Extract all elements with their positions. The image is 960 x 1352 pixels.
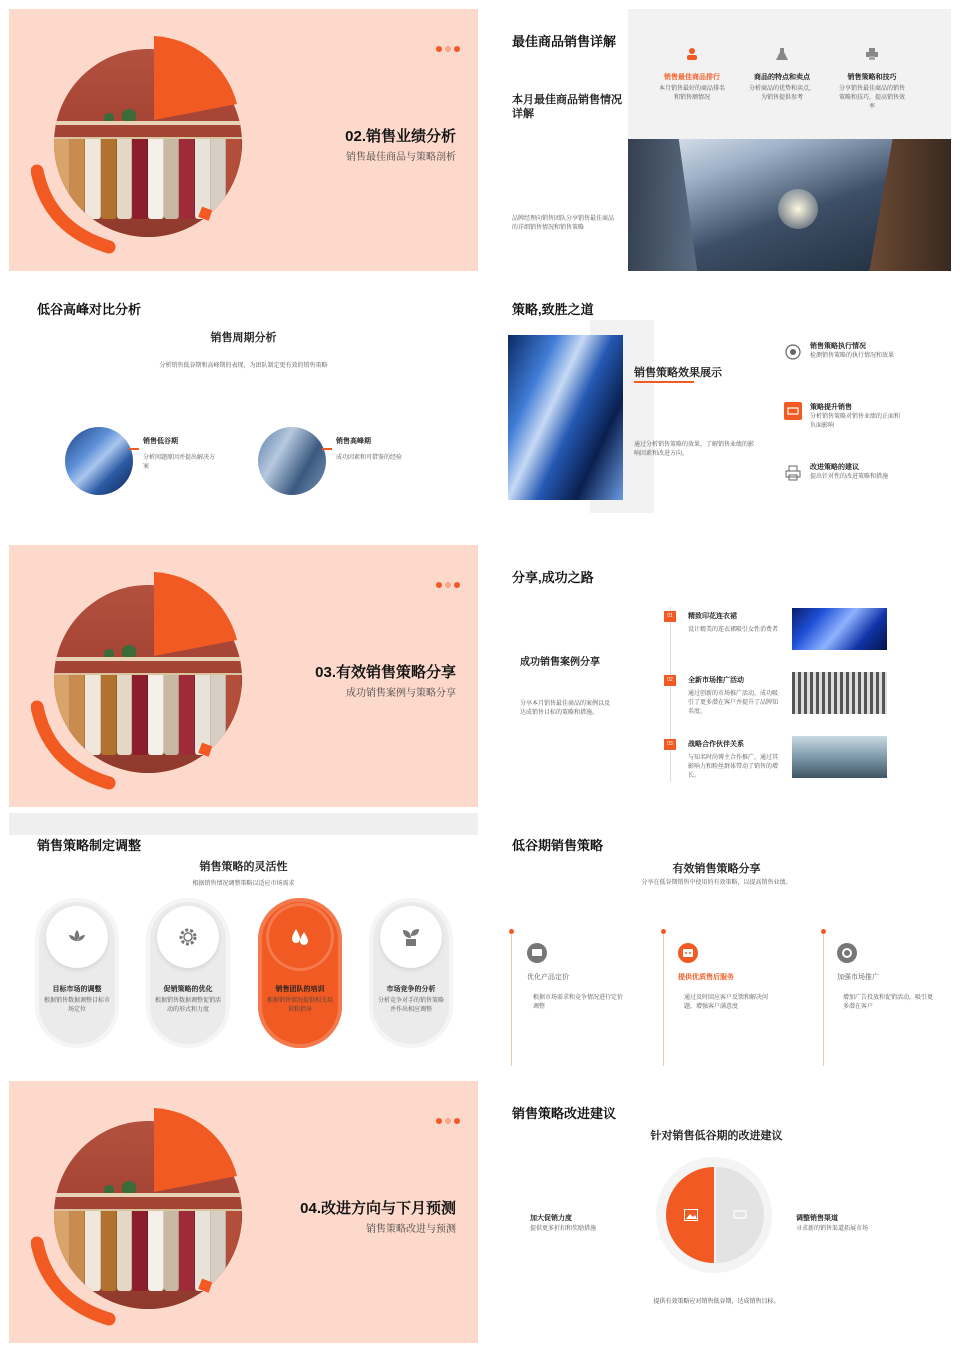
item-label: 销售高峰期 — [336, 438, 371, 445]
number-badge: 02 — [664, 675, 676, 686]
section-title: 02.销售业绩分析 — [345, 128, 456, 145]
item-desc: 检测销售策略的执行情况和效果 — [810, 353, 895, 359]
slide-body: 分享本月销售最佳商品的案例以及达成销售目标的策略和措施。 — [520, 701, 611, 716]
lotus-icon — [67, 927, 87, 947]
peak-accent-line — [322, 448, 332, 450]
slide-strategy-adjust — [9, 813, 478, 1075]
section-subtitle: 成功销售案例与策略分享 — [346, 688, 456, 699]
card-3 — [369, 898, 453, 1048]
plant-icon — [400, 926, 422, 948]
feature-label: 销售最佳商品排行 — [664, 74, 720, 81]
item-desc: 通过创新的市场推广活动，成功吸引了更多潜在客户并提升了品牌知名度。 — [688, 691, 779, 715]
column-line-0 — [511, 931, 512, 1066]
column-dot-1 — [661, 929, 666, 934]
section-subtitle: 销售策略改进与预测 — [366, 1224, 456, 1235]
slide-improvement — [482, 1081, 951, 1343]
slide-title: 分享,成功之路 — [512, 570, 594, 585]
slide-valley-strategy — [482, 813, 951, 1075]
number-badge: 01 — [664, 611, 676, 622]
flask-icon — [775, 47, 789, 61]
feature-item-0 — [658, 47, 726, 103]
item-label: 销售低谷期 — [143, 438, 178, 445]
item-label: 精致印花连衣裙 — [688, 613, 737, 620]
feature-desc: 分析商品的优势和卖点，为销售提供参考 — [748, 86, 815, 101]
slide-best-product — [482, 9, 951, 271]
card-desc: 根据销售情况提供相关培训和指导 — [266, 998, 333, 1013]
item-label: 全新市场推广活动 — [688, 677, 744, 684]
slide-heading: 针对销售低谷期的改进建议 — [650, 1130, 783, 1142]
card-0 — [35, 898, 119, 1048]
column-2 — [837, 943, 937, 1012]
item-desc: 与知名时尚博主合作推广，通过其影响力和粉丝群体带动了销售的增长。 — [688, 755, 779, 779]
column-dot-2 — [821, 929, 826, 934]
valley-accent-line — [129, 448, 139, 450]
decor-dots — [433, 39, 460, 57]
item-desc: 分析问题原因并提出解决方案 — [143, 455, 216, 470]
left-desc: 提供更多折扣和奖励措施 — [530, 1226, 597, 1232]
section-title: 03.有效销售策略分享 — [315, 664, 456, 681]
slide-heading: 销售策略效果展示 — [634, 367, 722, 379]
right-desc: 寻求新的销售渠道拓展市场 — [796, 1226, 869, 1232]
slide-title: 销售策略改进建议 — [512, 1106, 617, 1121]
feature-item-1 — [748, 47, 816, 103]
skyscraper-photo — [628, 139, 951, 271]
image-icon — [684, 1209, 698, 1221]
col-desc: 根据市场需求和竞争情况进行定价调整 — [533, 995, 624, 1010]
column-0 — [527, 943, 627, 1012]
printer-icon — [784, 464, 802, 482]
col-desc: 增加广告投放和促销活动，吸引更多潜在客户 — [843, 995, 934, 1010]
col-label: 加强市场推广 — [837, 974, 879, 981]
slide-section-03 — [9, 545, 478, 807]
small-tag-decor — [197, 205, 217, 225]
slide-heading: 销售策略的灵活性 — [199, 861, 288, 873]
item-desc: 分析销售策略对销售业绩的正面和负面影响 — [810, 414, 901, 429]
small-tag-decor — [197, 1277, 217, 1297]
card-desc: 分析竞争对手的销售策略并作出相应调整 — [377, 998, 444, 1013]
card-2-active — [258, 898, 342, 1048]
disc-icon — [837, 943, 857, 963]
item-desc: 设计精美的连衣裙吸引女性消费者 — [688, 627, 779, 633]
col-label: 优化产品定价 — [527, 974, 569, 981]
slide-title: 低谷高峰对比分析 — [37, 302, 142, 317]
slide-body: 分析销售低谷期和高峰期的表现，为团队制定更有效的销售策略 — [159, 363, 328, 369]
valley-photo — [65, 427, 133, 495]
pie-slice-decor — [149, 1106, 269, 1226]
slide-strategy-win — [482, 277, 951, 539]
chat-icon — [527, 943, 547, 963]
left-label: 加大促销力度 — [530, 1215, 572, 1222]
slide-heading: 销售周期分析 — [210, 332, 277, 344]
robot-icon — [678, 943, 698, 963]
column-1 — [678, 943, 778, 1012]
slide-heading: 本月最佳商品销售情况详解 — [512, 94, 622, 120]
card-desc: 根据销售数据调整目标市场定位 — [43, 998, 110, 1013]
case-photo-1 — [792, 672, 887, 714]
glass-building-photo — [508, 335, 623, 500]
slide-body: 通过分析销售策略的效果，了解销售业绩的影响因素和改进方向。 — [634, 442, 755, 457]
slide-success-road — [482, 545, 951, 807]
column-dot-0 — [509, 929, 514, 934]
slide-title: 最佳商品销售详解 — [512, 34, 617, 49]
slide-section-02 — [9, 9, 478, 271]
case-photo-2 — [792, 736, 887, 778]
card-label: 促销策略的优化 — [163, 986, 213, 993]
feature-desc: 分享销售最佳商品的销售策略和技巧，提高销售效率 — [838, 86, 905, 110]
item-label: 销售策略执行情况 — [810, 343, 866, 350]
target-icon — [784, 343, 802, 361]
pie-slice-decor — [149, 34, 269, 154]
drops-icon — [289, 926, 311, 948]
item-desc: 提出针对性的改进策略和措施 — [810, 474, 889, 480]
feature-label: 商品的特点和卖点 — [754, 74, 810, 81]
sofa-icon — [732, 1209, 748, 1221]
column-line-2 — [823, 931, 824, 1066]
icon-circle — [380, 906, 442, 968]
slide-heading: 成功销售案例分享 — [520, 657, 600, 668]
number-badge: 03 — [664, 739, 676, 750]
icon-circle — [46, 906, 108, 968]
heading-underline — [634, 381, 694, 383]
slide-title: 销售策略制定调整 — [37, 838, 142, 853]
col-label: 提供优质售后服务 — [678, 974, 734, 981]
sofa-icon — [784, 402, 802, 420]
icon-circle — [157, 906, 219, 968]
section-subtitle: 销售最佳商品与策略剖析 — [346, 152, 456, 163]
decor-dots — [433, 575, 460, 593]
top-gray-bar — [9, 813, 478, 835]
timeline-line — [670, 607, 671, 782]
icon-circle — [269, 906, 331, 968]
card-1 — [146, 898, 230, 1048]
feature-label: 销售策略和技巧 — [847, 74, 897, 81]
col-desc: 通过及时回应客户反馈和解决问题，增强客户满意度 — [684, 995, 769, 1010]
printer-icon — [865, 47, 879, 61]
slide-heading: 有效销售策略分享 — [672, 863, 761, 875]
slide-body: 品牌经理向销售团队分享销售最佳商品的详细销售情况和销售策略 — [512, 216, 615, 231]
pie-slice-decor — [149, 570, 269, 690]
card-label: 市场竞争的分析 — [386, 986, 436, 993]
slide-body: 根据销售情况调整策略以适应市场需求 — [192, 881, 295, 887]
right-label: 调整销售渠道 — [796, 1215, 838, 1222]
small-tag-decor — [197, 741, 217, 761]
slide-section-04 — [9, 1081, 478, 1343]
person-icon — [685, 47, 699, 61]
card-label: 销售团队的培训 — [275, 986, 325, 993]
card-label: 目标市场的调整 — [52, 986, 102, 993]
item-label: 策略提升销售 — [810, 404, 852, 411]
item-label: 战略合作伙伴关系 — [688, 741, 744, 748]
feature-item-2 — [838, 47, 906, 112]
peak-photo — [258, 427, 326, 495]
item-label: 改进策略的建议 — [810, 464, 859, 471]
feature-desc: 本月销售最好的商品排名和销售额情况 — [658, 86, 725, 101]
column-line-1 — [663, 931, 664, 1066]
slide-peak-valley — [9, 277, 478, 539]
section-title: 04.改进方向与下月预测 — [300, 1200, 456, 1217]
footer-text: 提供有效策略应对销售低谷期，达成销售目标。 — [653, 1299, 780, 1305]
slide-body: 分享在低谷期销售中使用的有效策略，以提高销售业绩。 — [641, 880, 792, 886]
card-desc: 根据销售数据调整促销活动的形式和力度 — [154, 998, 221, 1013]
case-photo-0 — [792, 608, 887, 650]
gear-icon — [177, 926, 199, 948]
decor-dots — [433, 1111, 460, 1129]
item-desc: 成功因素和可借鉴的经验 — [336, 455, 403, 461]
slide-title: 低谷期销售策略 — [512, 838, 604, 853]
slide-title: 策略,致胜之道 — [512, 302, 594, 317]
